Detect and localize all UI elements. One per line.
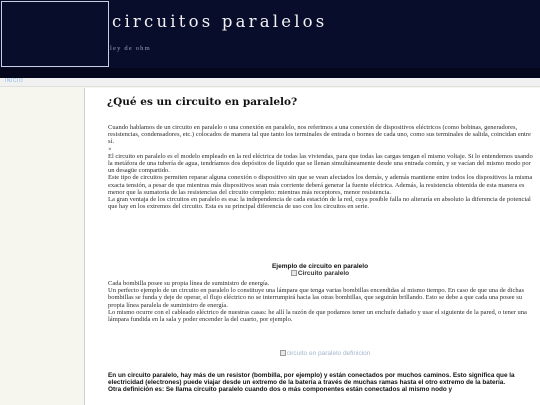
site-title[interactable]: circuitos paralelos bbox=[112, 12, 328, 31]
definition-image-alt: circuito en paralelo definicion bbox=[286, 350, 371, 357]
figure-caption: Ejemplo de circuito en paralelo bbox=[271, 263, 369, 270]
example-paragraph: Cada bombilla posee su propia línea de suministro de energía. Un perfecto ejemplo de un circuito en paralelo lo constituye una lámpara que tenga varias bombillas encendidas al mismo tiempo. En caso de que una de dichas bombillas se funda y deje de operar, el flujo eléctrico no se interrumpirá hacia las otras bombillas, que seguirán brillando. Esto se debe a que cada una posee su propia línea paralela de suministro de energía. Lo mismo ocurre con el cableado eléctrico de nuestras casas: he allí la razón de que podamos tener un enchufe dañado y usar el siguiente de la pared, o tener una lámpara fundida en la sala y poder encender la del cuarto, por ejemplo. bbox=[108, 280, 527, 324]
article-heading: ¿Qué es un circuito en paralelo? bbox=[107, 96, 298, 108]
broken-image-icon bbox=[291, 270, 297, 276]
header-bottom-strip bbox=[0, 68, 540, 78]
header-image-frame bbox=[1, 1, 109, 67]
nav-link-inicio[interactable]: INICIO bbox=[5, 78, 24, 84]
definition-image bbox=[265, 350, 385, 357]
site-header bbox=[0, 0, 540, 78]
intro-paragraph: Cuando hablamos de un circuito en paralelo o una conexión en paralelo, nos referimos a una conexión de dispositivos eléctricos (como bobinas, generadores, resistencias, condensadores, etc.) colocados de manera tal que tanto los terminales de entrada o bornes de cada uno, como sus terminales de salida, coincidan entre sí. × El circuito en paralelo es el modelo empleado en la red eléctrica de todas las viviendas, para que todas las cargas tengan el mismo voltaje. Si lo entendemos usando la metáfora de una tubería de agua, tendríamos dos depósitos de líquido que se llenan simultáneamente desde una entrada común, y se vacían del mismo modo por un desagüe compartido. Este tipo de circuitos permiten reparar alguna conexión o dispositivo sin que se vean afectados los demás, y además mantiene entre todos los dispositivos la misma exacta tensión, a pesar de que mientras más dispositivos sean más corriente deberá generar la fuente eléctrica. Además, la resistencia obtenida de esta manera es menor que la sumatoria de las resistencias del circuito completo: mientras más receptores, menor resistencia. La gran ventaja de los circuitos en paralelo es esa: la independencia de cada estación de la red, cuya posible falla no alteraría en absoluto la diferencia de potencial que hay en los extremos del circuito. Esta es su principal diferencia de uso con los circuitos en serie. bbox=[108, 124, 533, 211]
circuit-image bbox=[265, 270, 375, 277]
circuit-image-alt: Circuito paralelo bbox=[297, 270, 350, 277]
definition-paragraph: En un circuito paralelo, hay más de un resistor (bombilla, por ejemplo) y están conectados por muchos caminos. Esto significa que la electricidad (electrones) puede viajar desde un extremo de la batería a través de muchas ramas hasta el otro extremo de la batería. Otra definición es: Se llama circuito paralelo cuando dos o más componentes están conectados al mismo nodo y bbox=[108, 372, 515, 394]
nav-bar bbox=[0, 78, 540, 87]
main-content bbox=[84, 88, 540, 405]
broken-image-icon bbox=[280, 350, 286, 356]
site-subtitle: ley de ohm bbox=[110, 45, 151, 52]
